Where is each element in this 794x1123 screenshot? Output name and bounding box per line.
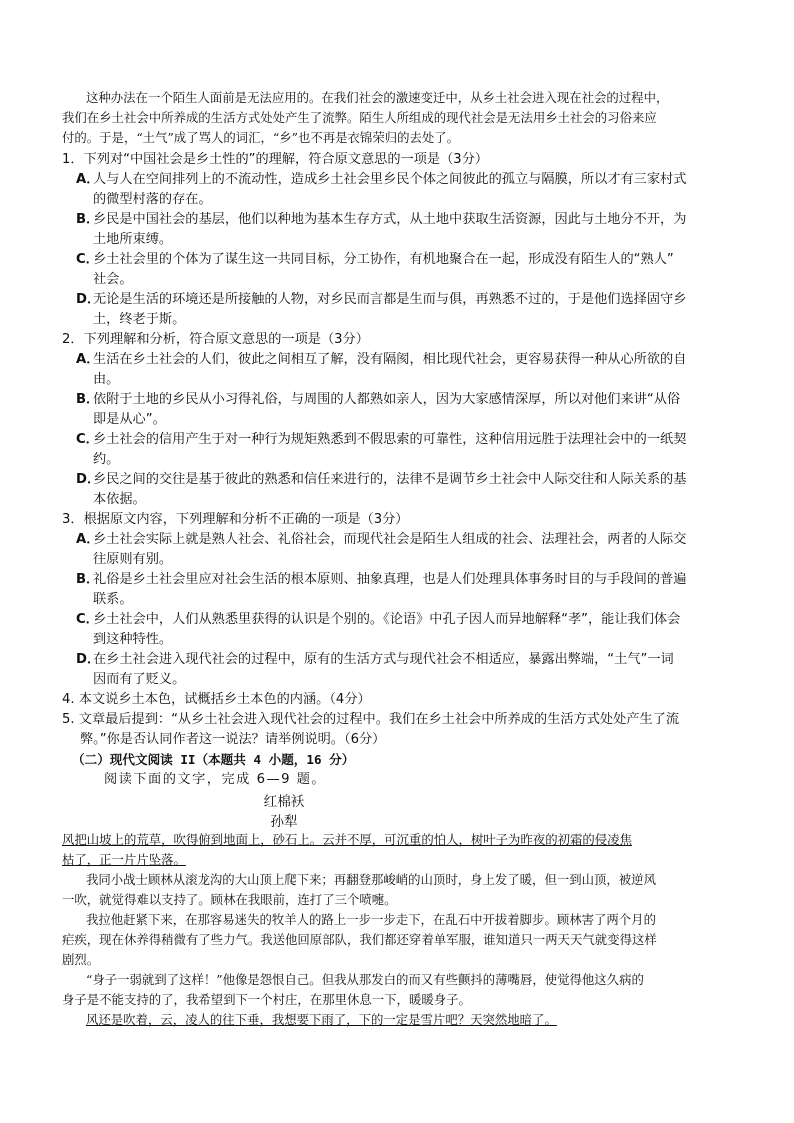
option-text-line: 由。 xyxy=(93,372,120,388)
intro-line-2: 我们在乡土社会中所养成的生活方式处处产生了流弊。陌生人所组成的现代社会是无法用乡土社会的习俗来应 xyxy=(62,110,657,125)
option-label: A． xyxy=(76,352,100,367)
option-text-line: 礼俗是乡土社会里应对社会生活的根本原则、抽象真理，也是人们处理具体事务时目的与手段间的普遍 xyxy=(93,572,687,587)
option-label: B． xyxy=(76,392,100,407)
question-3-stem: 3．根据原文内容，下列理解和分析不正确的一项是（3分） xyxy=(62,512,409,527)
story-p5: 风还是吹着，云，凌人的往下垂，我想要下雨了，下的一定是雪片吧？天突然地暗了。 xyxy=(86,1012,557,1027)
option-text-line: 生活在乡土社会的人们，彼此之间相互了解，没有隔阂，相比现代社会，更容易获得一种从心所欲的自 xyxy=(93,352,687,367)
question-3-option-d xyxy=(76,650,738,690)
option-text-line: 无论是生活的环境还是所接触的人物，对乡民而言都是生而与俱，再熟悉不过的，于是他们选择固守乡 xyxy=(93,292,687,307)
option-text-line: 乡土社会里的个体为了谋生这一共同目标，分工协作，有机地聚合在一起，形成没有陌生人的“熟人” xyxy=(93,252,674,267)
story-p3-line-1: 我拉他赶紧下来，在那容易迷失的牧羊人的路上一步一步走下，在乱石中开拔着脚步。顾林害了两个月的 xyxy=(86,912,656,927)
option-text-line: 依附于土地的乡民从小习得礼俗，与周围的人都熟如亲人，因为大家感情深厚，所以对他们来讲“从俗 xyxy=(93,392,681,407)
option-text-line: 乡民之间的交往是基于彼此的熟悉和信任来进行的，法律不是调节乡土社会中人际交往和人际关系的基 xyxy=(93,472,687,487)
story-p4-line-2: 身子是不能支持的了，我希望到下一个村庄，在那里休息一下，暖暖身子。 xyxy=(62,992,471,1007)
question-3-option-a xyxy=(76,530,738,570)
option-text-line: 人与人在空间排列上的不流动性，造成乡土社会里乡民个体之间彼此的孤立与隔膜，所以才有三家村式 xyxy=(93,172,687,187)
option-label: D． xyxy=(76,472,101,487)
question-4: 4. 本文说乡土本色，试概括乡土本色的内涵。（4分） xyxy=(62,692,371,707)
story-p2-line-1: 我同小战士顾林从滚龙沟的大山顶上爬下来；再翻登那峻峭的山顶时，身上发了暖，但一到山顶，被逆风 xyxy=(86,872,656,887)
question-1-stem: 1．下列对“中国社会是乡土性的”的理解，符合原文意思的一项是（3分） xyxy=(62,152,489,167)
question-2-stem: 2．下列理解和分析，符合原文意思的一项是（3分） xyxy=(62,332,369,347)
option-text-line: 乡土社会中，人们从熟悉里获得的认识是个别的。《论语》中孔子因人而异地解释“孝”，能让我们体会 xyxy=(93,612,681,627)
question-5-line-1: 5. 文章最后提到：“从乡土社会进入现代社会的过程中。我们在乡土社会中所养成的生活方式处处产生了流 xyxy=(62,712,680,727)
question-1-option-c xyxy=(76,250,738,290)
option-label: B． xyxy=(76,212,100,227)
option-text-line: 的微型村落的存在。 xyxy=(93,192,212,208)
option-label: A． xyxy=(76,172,100,187)
story-p4-line-1: “身子一弱就到了这样！”他像是怨恨自己。但我从那发白的而又有些颤抖的薄嘴唇，使觉得他这久病的 xyxy=(86,972,644,987)
story-p2-line-2: 一吹，就觉得难以支持了。顾林在我眼前，连打了三个喷嚏。 xyxy=(62,892,397,907)
option-label: C． xyxy=(76,612,99,627)
option-text-line: 土地所束缚。 xyxy=(93,232,173,248)
section-2-heading: （二）现代文阅读 II（本题共 4 小题，16 分） xyxy=(72,752,355,767)
option-text-line: 乡土社会实际上就是熟人社会、礼俗社会，而现代社会是陌生人组成的社会、法理社会，两者的人际交 xyxy=(93,532,687,547)
option-label: D． xyxy=(76,292,101,307)
story-p1-line-1: 风把山坡上的荒草，吹得俯到地面上，砂石上。云并不厚，可沉重的怕人，树叶子为昨夜的初霜的侵凌焦 xyxy=(62,832,632,847)
option-text-line: 乡土社会的信用产生于对一种行为规矩熟悉到不假思索的可靠性，这种信用远胜于法理社会中的一纸契 xyxy=(93,432,687,447)
question-2-option-d xyxy=(76,470,738,510)
question-1-option-b xyxy=(76,210,738,250)
story-p1-line-2: 枯了，正一片片坠落。 xyxy=(62,852,186,867)
option-text-line: 在乡土社会进入现代社会的过程中，原有的生活方式与现代社会不相适应，暴露出弊端，“土气”一词 xyxy=(93,652,674,667)
question-5-line-2: 弊。”你是否认同作者这一说法？请举例说明。（6分） xyxy=(80,732,386,747)
section-2-instruction: 阅读下面的文字，完成 6—9 题。 xyxy=(104,772,327,787)
intro-line-3: 付的。于是，“土气”成了骂人的词汇，“乡”也不再是衣锦荣归的去处了。 xyxy=(62,130,460,145)
question-1-option-a xyxy=(76,170,738,210)
option-label: A． xyxy=(76,532,100,547)
story-title: 红棉袄 xyxy=(263,794,305,810)
story-p3-line-2: 疟疾，现在休养得稍微有了些力气。我送他回原部队，我们都还穿着单军服，谁知道只一两天天气就变得这样 xyxy=(62,932,657,947)
option-text-line: 往原则有别。 xyxy=(93,552,173,568)
question-2-option-b xyxy=(76,390,738,430)
option-label: B． xyxy=(76,572,100,587)
question-3-option-b xyxy=(76,570,738,610)
option-text-line: 土，终老于斯。 xyxy=(93,312,186,328)
question-2-option-c xyxy=(76,430,738,470)
question-2-option-a xyxy=(76,350,738,390)
option-text-line: 到这种特性。 xyxy=(93,632,173,648)
story-p3-line-3: 剧烈。 xyxy=(62,952,100,967)
question-3-option-c xyxy=(76,610,738,650)
option-text-line: 约。 xyxy=(93,452,120,468)
question-1-option-d xyxy=(76,290,738,330)
option-label: D． xyxy=(76,652,101,667)
option-label: C． xyxy=(76,432,99,447)
option-text-line: 本依据。 xyxy=(93,492,146,508)
option-text-line: 联系。 xyxy=(93,592,133,608)
option-text-line: 因而有了贬义。 xyxy=(93,672,186,688)
option-label: C． xyxy=(76,252,99,267)
option-text-line: 社会。 xyxy=(93,272,133,288)
story-author: 孙犁 xyxy=(270,814,298,830)
intro-line-1: 这种办法在一个陌生人面前是无法应用的。在我们社会的激速变迁中，从乡土社会进入现在社会的过程中， xyxy=(86,90,669,105)
option-text-line: 即是从心”。 xyxy=(93,412,166,428)
option-text-line: 乡民是中国社会的基层，他们以种地为基本生存方式，从土地中获取生活资源，因此与土地分不开，为 xyxy=(93,212,687,227)
